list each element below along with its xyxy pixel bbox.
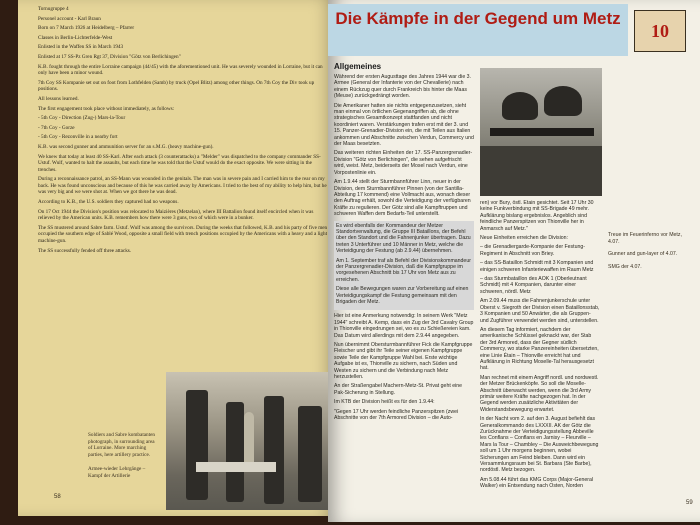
right-page [328, 0, 700, 522]
text-column-2 [480, 200, 600, 493]
right-photo-caption [608, 232, 688, 276]
left-paragraph: The SS successfully fended off three attacks. [38, 247, 132, 254]
text-column-1 [334, 62, 474, 425]
body-paragraph: Am 5.08.44 führt das KMG Corps (Major-General Walker) ein Entsendung nach Osten, Norden [480, 476, 594, 490]
left-line: Classes in Berlin-Lichterfelde-West [38, 34, 113, 41]
soldier-figure [186, 390, 208, 500]
left-page-text [38, 6, 328, 257]
caption-text: Soldiers and Sabre kombatanten photograph, in surrounding area of Lorraine. More marching parties, here artillery practice. [88, 432, 155, 458]
machine-gun-photo [480, 68, 602, 196]
body-paragraph: Am 2.09.44 muss die Fahnenjunkerschule unter Oberst v. Siegroth der Division einen Bataillonsstab, 3 Kompanien und 50 Anwärter, die als Gruppen- und Zugführer verwendet werden sind, unterstellen. [480, 298, 600, 324]
left-paragraph: The SS mustered around Sabre farm. Ustuf. Wulf was among the survivors. During the weeks that followed, K.B. and his party of five men occupied the southern edge of Sablé Wood, opposite a small field with trench positions occupied by the Americans with a heavy and a light machine-gun. [38, 224, 328, 245]
artillery-shell [244, 412, 254, 462]
left-list-item: - 7th Coy - Gorze [38, 124, 75, 131]
left-line: Enlisted in the Waffen SS in March 1943 [38, 44, 124, 51]
body-paragraph: – die Grenadiergarde-Kompanie der Festung-Regiment in Abschnitt von Briey. [480, 244, 585, 257]
body-paragraph: – das SS-Bataillon Schmidt mit 3 Kompanien und einigen schweren Infanteriewaffen im Raum Metz [480, 260, 594, 273]
left-paragraph: K.B. fought through the entire Lorraine campaign (44/45) with the aforementioned unit. He was severely wounded in Lorraine, but it can only have been a minor wound. [38, 63, 323, 77]
left-line: Enlisted at 17 SS-Pz Gren Rgt 37, Division "Götz von Berlichingen" [38, 53, 181, 60]
body-paragraph: In der Nacht vom 2. auf den 3. August befiehlt das Generalkommando des LXXXII. AK der Götz die Zurücknahme der Verteidigungsstellung Abbeville les Conflans – Conflans en Jarnisy – Fleurville – Mars la Tour – Chambley – Die Ausweichbewegung soll um 1 Uhr morgens beginnen, wobei Sicherungen am Feind bleiben. Dann wird ein Versammlungsraum bei St. Barbara (Ste Barbe), nordöstl. Metz bezogen. [480, 416, 599, 474]
left-line: Tornugruppe 4 [38, 6, 69, 12]
body-paragraph: An der Straßengabel Machern-Metz-St. Privat geht eine Pak-Sicherung in Stellung. [334, 383, 463, 396]
left-list-item: - 5th Coy - Rezonville in a nearby fort [38, 134, 118, 141]
caption-text: Armee-wieder Lehrgänge – Kampf der Artillerie [88, 466, 146, 479]
left-paragraph: 7th Coy SS Kompanie set out on foot from Lothfelden (Samb) by truck (Opel Blitz) among other things. On 7th Coy the Div took up positions. [38, 79, 315, 93]
foreground-earth [480, 146, 602, 196]
page-number: 58 [54, 494, 61, 500]
left-photo-caption [88, 432, 160, 488]
soldier-figure [226, 402, 244, 502]
section-heading: Allgemeines [334, 62, 382, 71]
body-paragraph: Nun übernimmt Obersturmbannführer Fick die Kampfgruppe Fleischer und gibt ihr Teile seiner eigenen Kampfgruppe sowie Teile der Kampfgruppe Wahl bei. Erste wichtige Aufgabe ist es, Thionville zu sichern, nach Süden und Westen zu sichern und die Verbindung nach Metz herzustellen. [334, 342, 473, 381]
left-paragraph: K.B. was second gunner and ammunition server for an s.M.G. (heavy machine-gun). [38, 143, 214, 150]
body-paragraph: "Gegen 17 Uhr werden feindliche Panzerspitzen (zwei Abschnitte von der 7th Armored Division – die Auto- [334, 408, 459, 422]
body-paragraph: Diese alle Bewegungen waren zur Vorbereitung auf einen Verteidigungskampf die Festung gemeinsam mit den Brigaden der Metz. [336, 286, 469, 305]
machine-gun-barrel [490, 128, 594, 136]
body-paragraph: – das Sturmbataillon des AOK 1 (Oberleutnant Schmidt) mit 4 Kompanien, darunter einer schweren, nördl. Metz [480, 276, 587, 295]
body-paragraph: Es wird ebenfalls der Kommandeur der Metzer Standortverwaltung, die Gruppe III Bataillons, der Befehl über den Standort und die Fahnenjunker übertragen. Dazu treten 3 Unterführer und 10 Männer in Metz, welche die Verteidigung der Festung (ab 2.9.44) übernehmen. [336, 222, 471, 255]
left-line: Personel account - Karl Braun [38, 15, 101, 22]
left-line: Born on 7 March 1926 at Heidelberg – Pfarrer [38, 25, 135, 32]
left-page [18, 0, 336, 516]
chapter-banner [328, 4, 628, 56]
body-paragraph: Am 1.9.44 stellt der Sturmbannführer Linn, neuer in der Division, dem Sturmbannführer Pinnen (von der Santilla-Abteilung 17 kommend) eine Vollmacht aus, wonach dieser den Auftrag erhält, sowohl die Verteidigung der verfügbaren Kräfte zu regulieren. Der Götz sind alle Kampftruppen und schweren Waffen dem Bedarfs-Teil unterstellt. [334, 179, 471, 218]
body-paragraph: Am 1. September traf als Befehl der Divisionskommandeur der Panzergrenadier-Division, daß die Kampfgruppe im vorgesehenen Abschnitt bis 17 Uhr von Metz aus zu erreichen. [336, 257, 471, 283]
caption-text: Gunner and gun-layer of 4.07. [608, 251, 678, 258]
body-paragraph: An diesem Tag informiert, nachdem der amerikanische Schlüssel geknackt war, der Stab der 3rd Armored, dass der Gegner südlich Commercy, wo starke Panzereinheiten übersetzten, eine Linie Étain – Thionville erreicht hat und Aufklärung in Richtung Moselle-Tal herausgesetzt hat. [480, 326, 599, 372]
left-paragraph: All lessons learned. [38, 95, 79, 102]
artillery-photo [166, 372, 336, 510]
left-paragraph: During a reconnaissance patrol, an SS-Mann was wounded in the genitals. The man was in severe pain and I carried him to the rear on my back. He was found unconscious and because of this he was carried away by Americans. I tried to the best of my ability to help him, but he was very big and we were shot at. When we got there he was dead. [38, 176, 327, 196]
chapter-title: Die Kämpfe in der Gegend um Metz [335, 9, 621, 28]
page-number: 59 [686, 500, 693, 506]
body-paragraph: Neue Einheiten erreichen die Division: [480, 235, 568, 242]
caption-text: Treue im Feuerinferno vor Metz, 4.07. [608, 232, 682, 245]
table-surface [196, 462, 276, 472]
body-paragraph: Die Amerikaner hatten sie nichts entgegenzusetzen, sieht man einmal von örtlichen Gegenangriffen ab, die ohne strategisches Gesamtkonzept stattfanden und nicht koordiniert waren. Verstärkungen trafen erst mit der 3. und 15. Panzer-Grenadier-Division ein, die mit Teilen aus Italien ankommen und Abschnitte zwischen Verdun, Commercy und der Maas besetzten. [334, 102, 474, 148]
body-paragraph: Man rechnet mit einem Angriff nordl. und nordwestl. der Metzer Brückenköpfe. So soll die Moselle-Abschnitt überwacht werden, wenn die 3rd Army primär weitere Kräfte nachgezogen hat. In der Gegend werden zusätzliche Aktivitäten der Widerstandsbewegung erwartet. [480, 374, 599, 413]
helmet-figure [544, 86, 582, 116]
soldier-figure [264, 396, 284, 504]
chapter-number: 10 [634, 10, 686, 52]
left-paragraph: The first engagement took place without immediately, as follows: [38, 105, 175, 112]
left-paragraph: We knew that today at least 40 SS-Karl. After each attack (3 counterattacks) a "Melder" was dispatched to the company commander SS-Ustuf. Wulf, wanted to halt the assaults, but each time he was told that the Ustuf would do the exact opposite. We were sitting in the trenches. [38, 153, 321, 173]
body-paragraph: Während der ersten Augusttage des Jahres 1944 war die 3. Armee (General der Infanterie von der Chevallerie) nach einem Rückzug quer durch Frankreich bis hinter die Maas (Meuse) zurückgedrängt worden. [334, 74, 471, 100]
caption-text: SMG der 4.07. [608, 263, 642, 270]
soldier-figure [298, 406, 322, 502]
helmet-figure [502, 92, 538, 120]
body-paragraph: ren) vor Bury, östl. Etain gesichtet. Seit 17 Uhr 30 keine Funkverbindung mit SS-Brigade 49 mehr. Aufklärung bislang ergebnislos. Angeblich sind feindliche Panzerspitzen von Thionville her in Anmarsch auf Metz." [480, 200, 594, 232]
body-paragraph: Im KTB der Division heißt es für den 1.9.44: [334, 399, 435, 406]
body-paragraph: Das weiteren richten Einheiten der 17. SS-Panzergrenadier-Division "Götz von Berlichingen", die sehen aufgefrischt wird, weist. Metz, beiderseits der Mosel nach Verdun, eine Vorpostenlinie ein. [334, 150, 473, 176]
left-list-item: - 5th Coy - Direction (Zug-) Mars-la-Tour [38, 115, 126, 122]
highlight-box [334, 221, 474, 311]
left-paragraph: On 17 Oct 1944 the Division's position was relocated to Maizières (Metzelan), where III Battalion found itself encircled when it was relieved by the American units. K.B. remembers how there were 3 guns, two of which were in a bunker. [38, 208, 314, 222]
body-paragraph: Hier ist eine Anmerkung notwendig: In seinem Werk "Metz 1944" schreibt A. Kemp, dass ein Zug der 3rd Cavalry Group in Thionville eingedrungen sei, wo es zu Schießereien kam. Das Datum wird allerdings mit dem 2.9.44 angegeben. [334, 313, 474, 339]
left-paragraph: According to K.B., the U.S. soldiers they captured had no weapons. [38, 199, 179, 206]
